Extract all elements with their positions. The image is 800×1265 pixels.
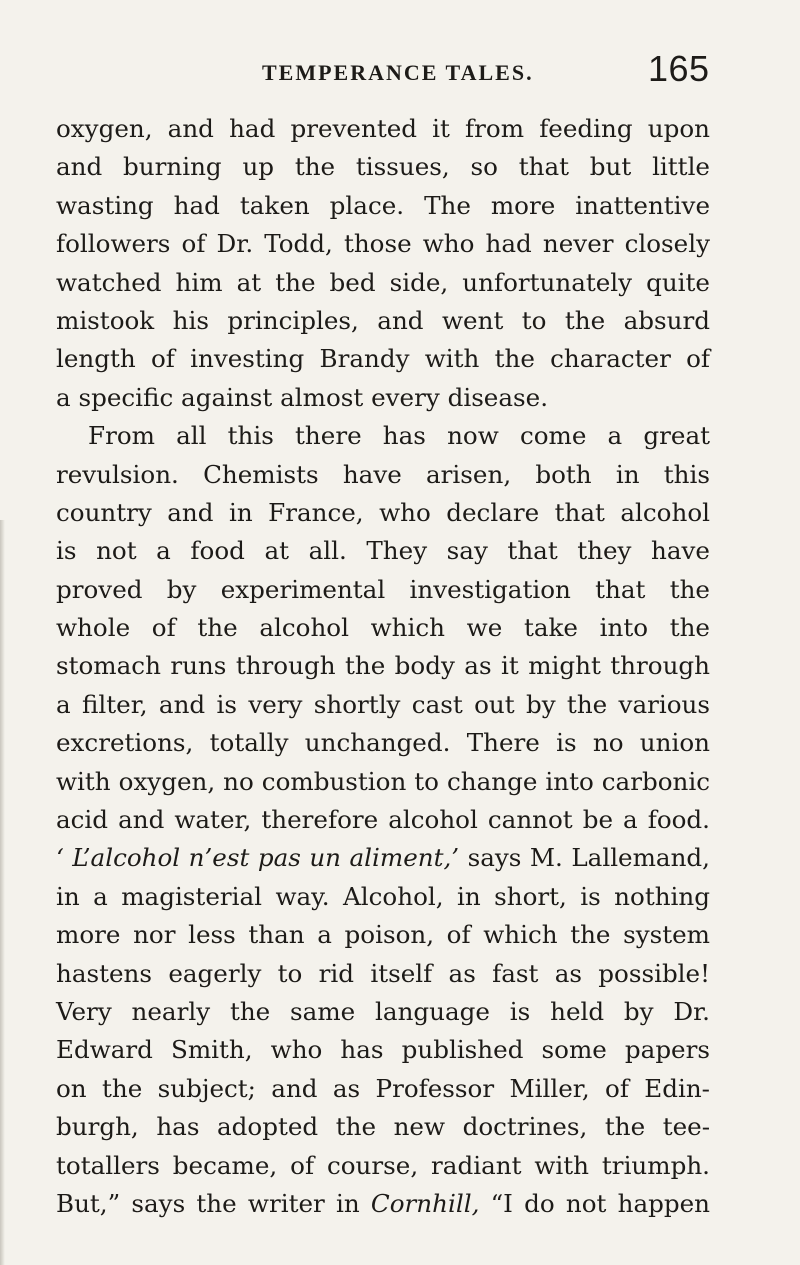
page-header	[0, 46, 800, 106]
text-line: more nor less than a poison, of which the system	[56, 920, 710, 950]
text-line: Very nearly the same language is held by Dr.	[56, 996, 710, 1026]
text-line: and burning up the tissues, so that but little	[56, 152, 710, 182]
text-line: followers of Dr. Todd, those who had never closely	[56, 229, 710, 259]
text-line: country and in France, who declare that alcohol	[56, 497, 710, 527]
text-line: length of investing Brandy with the character of	[56, 344, 710, 374]
text-line: excretions, totally unchanged. There is no union	[56, 728, 710, 758]
text-line: on the subject; and as Professor Miller, of Edin-	[56, 1073, 710, 1103]
text-line: totallers became, of course, radiant with triumph.	[56, 1150, 710, 1180]
text-line: wasting had taken place. The more inattentive	[56, 190, 710, 220]
italic-quote: ‘ L’alcohol n’est pas un aliment,’	[56, 843, 460, 873]
text-line: oxygen, and had prevented it from feeding upon	[56, 114, 710, 143]
running-head: TEMPERANCE TALES.	[262, 60, 534, 85]
text-line: revulsion. Chemists have arisen, both in this	[56, 459, 710, 489]
text-line: proved by experimental investigation that the	[56, 574, 710, 604]
text-line: watched him at the bed side, unfortunately quite	[56, 267, 710, 297]
text-line: whole of the alcohol which we take into the	[56, 613, 710, 643]
text-line: acid and water, therefore alcohol cannot be a food.	[56, 805, 710, 835]
text-line: hastens eagerly to rid itself as fast as possible!	[56, 958, 710, 988]
text-line: in a magisterial way. Alcohol, in short, is nothing	[56, 881, 710, 911]
text-line: mistook his principles, and went to the absurd	[56, 305, 710, 335]
text-line: a specific against almost every disease.	[56, 382, 549, 412]
text-line: ‘ L’alcohol n’est pas un aliment,’ says M. Lallemand,	[56, 843, 710, 873]
text-line: But,” says the writer in Cornhill, “I do not happen	[56, 1188, 710, 1218]
page-number: 165	[648, 48, 710, 89]
text-line: stomach runs through the body as it might through	[56, 651, 710, 681]
text-line: From all this there has now come a great	[88, 421, 710, 451]
text-line: with oxygen, no combustion to change into carbonic	[56, 766, 710, 796]
text-line: burgh, has adopted the new doctrines, the tee-	[56, 1112, 710, 1142]
page-gutter-shadow	[0, 520, 5, 1265]
text-line: is not a food at all. They say that they have	[56, 536, 710, 566]
text-line: Edward Smith, who has published some papers	[56, 1035, 710, 1065]
text-line: a filter, and is very shortly cast out by the various	[56, 689, 710, 719]
body-text	[56, 110, 710, 1223]
italic-title: Cornhill,	[370, 1188, 480, 1218]
